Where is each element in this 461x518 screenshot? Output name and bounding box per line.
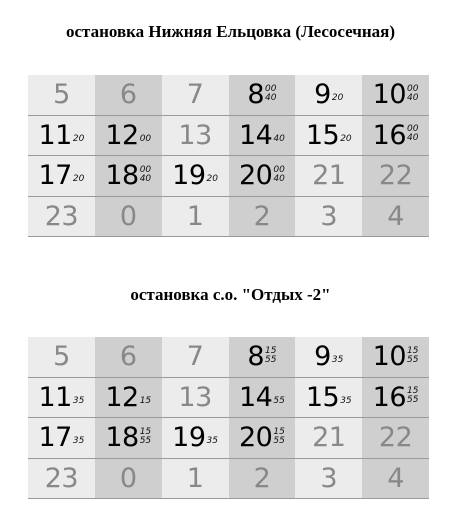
hour-cell (162, 75, 229, 116)
hour-label: 5 (53, 341, 70, 373)
hour-label: 8 (247, 79, 265, 111)
hour-cell (362, 116, 429, 157)
hour-cell (295, 378, 362, 419)
hour-cell (95, 156, 162, 197)
departure-minutes (332, 348, 343, 365)
hour-label: 9 (314, 79, 331, 111)
timetable-grid-2 (28, 337, 429, 499)
hour-cell (162, 197, 229, 238)
departure-minute: 55 (265, 354, 277, 365)
hour-label: 23 (44, 462, 79, 494)
departure-minutes (207, 167, 218, 184)
hour-cell (28, 337, 95, 378)
hour-cell (229, 75, 296, 116)
departure-minutes (340, 389, 351, 406)
hour-label: 11 (38, 119, 72, 151)
departure-minutes (265, 347, 276, 367)
hour-cell (229, 418, 296, 459)
hour-cell (28, 116, 95, 157)
hour-cell (362, 459, 429, 500)
hour-label: 12 (105, 381, 139, 413)
hour-cell (95, 75, 162, 116)
hour-cell (362, 197, 429, 238)
departure-minutes (140, 166, 151, 186)
hour-label: 22 (378, 422, 413, 454)
departure-minute: 35 (72, 436, 85, 447)
hour-label: 3 (320, 200, 338, 232)
hour-label: 16 (372, 381, 407, 413)
hour-label: 0 (119, 200, 137, 232)
departure-minute: 20 (206, 174, 218, 185)
departure-minute: 55 (273, 435, 285, 446)
hour-label: 4 (387, 462, 404, 494)
hour-label: 17 (38, 160, 72, 192)
departure-minutes (73, 389, 84, 406)
hour-label: 7 (186, 79, 204, 111)
departure-minute: 55 (407, 395, 419, 406)
hour-cell (95, 337, 162, 378)
hour-label: 18 (105, 160, 139, 192)
departure-minutes (273, 428, 284, 448)
hour-label: 13 (178, 119, 212, 151)
hour-label: 14 (239, 119, 273, 151)
hour-cell (229, 156, 296, 197)
hour-cell (28, 459, 95, 500)
hour-cell (229, 378, 296, 419)
hour-label: 19 (172, 422, 206, 454)
departure-minute: 15 (139, 426, 152, 437)
hour-cell (95, 418, 162, 459)
departure-minutes (273, 127, 284, 144)
departure-minute: 20 (72, 174, 85, 185)
hour-cell (95, 459, 162, 500)
departure-minute: 15 (265, 345, 277, 356)
departure-minute: 00 (139, 133, 152, 144)
hour-cell (28, 197, 95, 238)
departure-minute: 00 (139, 164, 152, 175)
departure-minutes (73, 167, 84, 184)
hour-cell (162, 418, 229, 459)
departure-minute: 00 (265, 83, 277, 94)
hour-label: 23 (44, 200, 79, 232)
departure-minute: 35 (206, 436, 218, 447)
departure-minutes (407, 85, 418, 105)
departure-minutes (340, 127, 351, 144)
hour-label: 15 (305, 119, 340, 151)
departure-minute: 35 (340, 395, 352, 406)
hour-cell (28, 75, 95, 116)
hour-cell (229, 459, 296, 500)
departure-minutes (273, 389, 284, 406)
hour-cell (162, 116, 229, 157)
hour-label: 14 (239, 381, 273, 413)
hour-cell (229, 116, 296, 157)
hour-label: 20 (239, 422, 273, 454)
hour-cell (95, 197, 162, 238)
hour-cell (28, 378, 95, 419)
departure-minute: 40 (273, 133, 285, 144)
departure-minutes (140, 127, 151, 144)
hour-cell (295, 418, 362, 459)
departure-minute: 55 (139, 435, 152, 446)
departure-minute: 20 (72, 133, 85, 144)
hour-cell (362, 418, 429, 459)
hour-label: 2 (253, 462, 271, 494)
hour-cell (95, 378, 162, 419)
departure-minute: 40 (407, 133, 419, 144)
hour-label: 0 (119, 462, 137, 494)
departure-minutes (140, 389, 151, 406)
hour-label: 6 (119, 79, 137, 111)
departure-minute: 40 (273, 173, 285, 184)
hour-cell (229, 197, 296, 238)
departure-minute: 55 (273, 395, 285, 406)
departure-minute: 15 (139, 395, 152, 406)
hour-label: 15 (305, 381, 340, 413)
departure-minute: 40 (265, 92, 277, 103)
hour-cell (229, 337, 296, 378)
departure-minutes (273, 166, 284, 186)
departure-minute: 35 (72, 395, 85, 406)
departure-minutes (407, 125, 418, 145)
departure-minutes (407, 347, 418, 367)
departure-minute: 40 (407, 92, 419, 103)
hour-cell (295, 75, 362, 116)
hour-cell (28, 418, 95, 459)
hour-cell (295, 116, 362, 157)
hour-label: 12 (105, 119, 139, 151)
hour-label: 2 (253, 200, 271, 232)
departure-minutes (207, 429, 218, 446)
departure-minutes (73, 429, 84, 446)
hour-label: 10 (372, 341, 407, 373)
hour-label: 20 (239, 160, 273, 192)
schedule-title-2: остановка с.о. "Отдых -2" (130, 285, 331, 304)
hour-cell (162, 378, 229, 419)
departure-minute: 00 (273, 164, 285, 175)
hour-label: 6 (119, 341, 137, 373)
schedule-title-1: остановка Нижняя Ельцовка (Лесосечная) (65, 22, 396, 41)
hour-label: 18 (105, 422, 139, 454)
departure-minute: 40 (139, 173, 152, 184)
hour-cell (362, 378, 429, 419)
hour-label: 13 (178, 381, 212, 413)
hour-label: 3 (320, 462, 338, 494)
hour-cell (162, 459, 229, 500)
hour-label: 21 (312, 160, 346, 192)
departure-minutes (332, 86, 343, 103)
hour-label: 8 (247, 341, 265, 373)
hour-label: 19 (172, 160, 206, 192)
hour-cell (162, 337, 229, 378)
departure-minute: 35 (331, 355, 344, 366)
departure-minutes (265, 85, 276, 105)
departure-minutes (407, 387, 418, 407)
hour-cell (295, 337, 362, 378)
timetable-grid-1 (28, 75, 429, 237)
departure-minutes (140, 428, 151, 448)
departure-minute: 00 (407, 83, 419, 94)
hour-label: 4 (387, 200, 404, 232)
hour-cell (362, 337, 429, 378)
hour-label: 22 (378, 160, 413, 192)
hour-label: 5 (53, 79, 70, 111)
departure-minutes (73, 127, 84, 144)
departure-minute: 55 (407, 354, 419, 365)
hour-cell (28, 156, 95, 197)
departure-minute: 15 (407, 345, 419, 356)
departure-minute: 20 (340, 133, 352, 144)
departure-minute: 15 (407, 386, 419, 397)
hour-label: 1 (186, 200, 204, 232)
departure-minute: 20 (331, 93, 344, 104)
hour-cell (162, 156, 229, 197)
hour-label: 21 (312, 422, 346, 454)
hour-label: 11 (38, 381, 72, 413)
departure-minute: 00 (407, 124, 419, 135)
hour-cell (362, 75, 429, 116)
departure-minute: 15 (273, 426, 285, 437)
hour-label: 17 (38, 422, 72, 454)
hour-cell (362, 156, 429, 197)
hour-cell (295, 197, 362, 238)
hour-cell (295, 156, 362, 197)
hour-label: 10 (372, 79, 407, 111)
hour-label: 16 (372, 119, 407, 151)
hour-label: 7 (186, 341, 204, 373)
hour-cell (295, 459, 362, 500)
hour-label: 9 (314, 341, 331, 373)
hour-cell (95, 116, 162, 157)
hour-label: 1 (186, 462, 204, 494)
